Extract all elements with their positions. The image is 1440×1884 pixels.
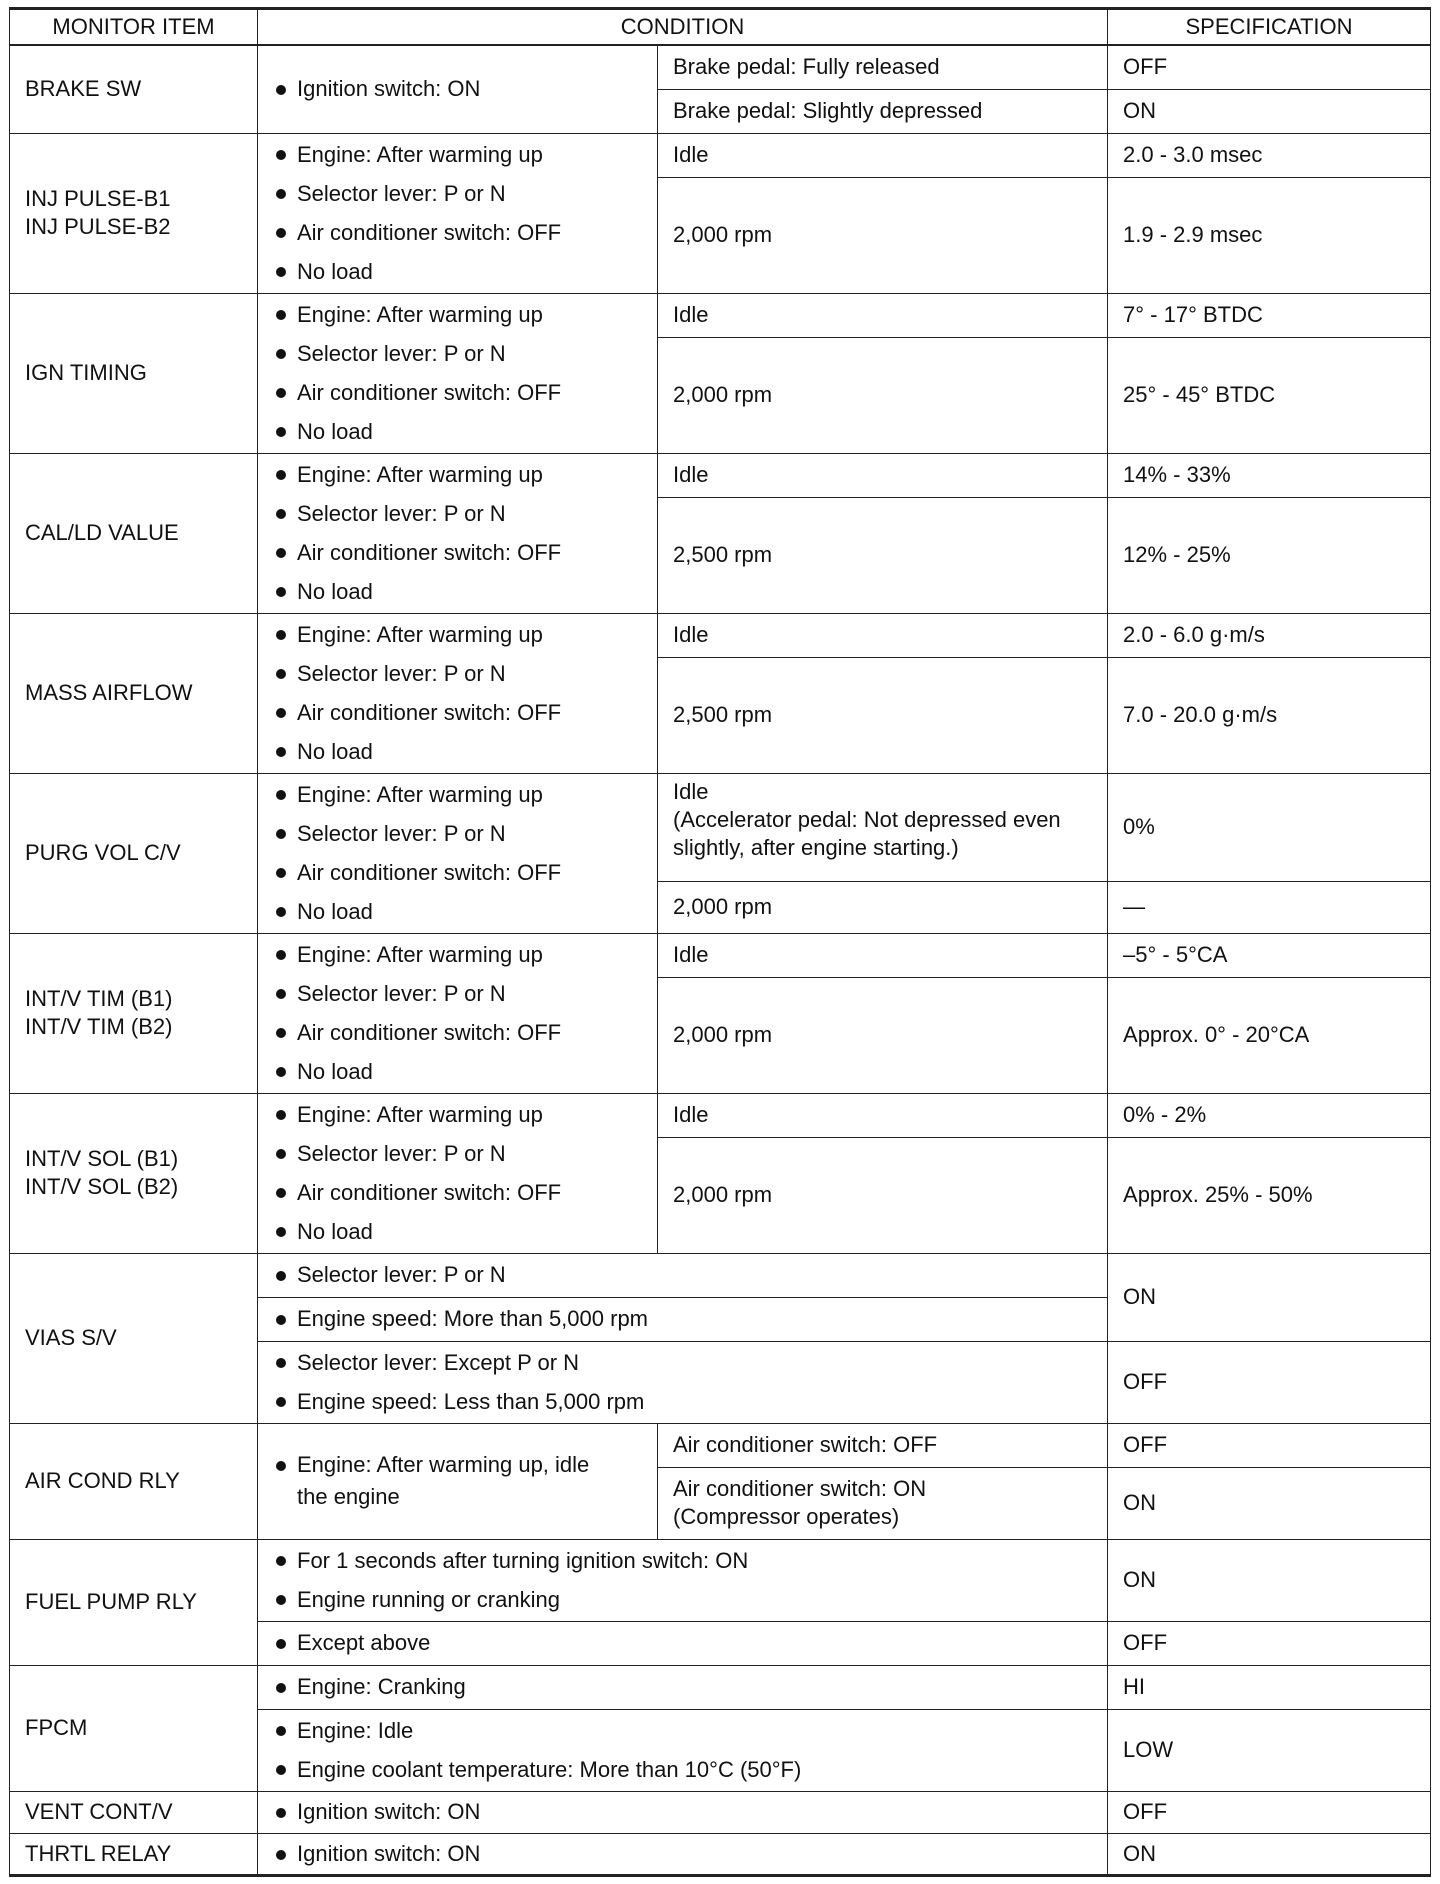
condition-bullet: Air conditioner switch: OFF: [273, 533, 642, 572]
table-row: [10, 1253, 1431, 1297]
table-row: [10, 1539, 1431, 1621]
condition-bullet: Selector lever: Except P or N: [273, 1343, 1092, 1382]
condition-bullet: Engine: Cranking: [273, 1671, 1092, 1703]
condition-bullet: No load: [273, 1052, 642, 1091]
condition-bullet: Engine: After warming up: [273, 1095, 642, 1134]
header-condition: CONDITION: [258, 9, 1108, 46]
specification: OFF: [1108, 1621, 1431, 1665]
condition: [258, 1253, 1108, 1297]
specification: 14% - 33%: [1108, 453, 1431, 497]
sub-condition-line: slightly, after engine starting.): [673, 834, 959, 860]
table-row: [10, 933, 1431, 977]
specification: 12% - 25%: [1108, 497, 1431, 613]
condition-bullet: Engine: After warming up: [273, 455, 642, 494]
condition-bullet: Air conditioner switch: OFF: [273, 853, 642, 892]
specification: ON: [1108, 1253, 1431, 1341]
specification: 7.0 - 20.0 g·m/s: [1108, 657, 1431, 773]
condition-bullet: Engine: After warming up: [273, 775, 642, 814]
condition-bullet: Ignition switch: ON: [273, 1796, 1092, 1828]
monitor-item: MASS AIRFLOW: [10, 613, 258, 773]
monitor-item: THRTL RELAY: [10, 1833, 258, 1875]
condition-bullet: Air conditioner switch: OFF: [273, 213, 642, 252]
condition: [258, 1709, 1108, 1791]
specification: 1.9 - 2.9 msec: [1108, 177, 1431, 293]
table-row: [10, 1423, 1431, 1467]
table-row: [10, 45, 1431, 89]
condition: [258, 1341, 1108, 1423]
sub-condition: 2,000 rpm: [658, 177, 1108, 293]
sub-condition: Brake pedal: Fully released: [658, 45, 1108, 89]
condition-bullet: Engine: After warming up: [273, 135, 642, 174]
condition: [258, 453, 658, 613]
specification: 2.0 - 3.0 msec: [1108, 133, 1431, 177]
specification: OFF: [1108, 1791, 1431, 1833]
condition-bullet: Engine speed: More than 5,000 rpm: [273, 1303, 1092, 1335]
sub-condition: 2,000 rpm: [658, 881, 1108, 933]
specification: OFF: [1108, 1423, 1431, 1467]
table-row: [10, 1791, 1431, 1833]
condition-bullet: [273, 1449, 642, 1513]
condition: [258, 1621, 1108, 1665]
condition-bullet: Selector lever: P or N: [273, 494, 642, 533]
monitor-item: AIR COND RLY: [10, 1423, 258, 1539]
condition-bullet: Engine: After warming up: [273, 935, 642, 974]
monitor-item: VENT CONT/V: [10, 1791, 258, 1833]
condition-bullet: Air conditioner switch: OFF: [273, 373, 642, 412]
condition-bullet: Engine speed: Less than 5,000 rpm: [273, 1382, 1092, 1421]
monitor-item-line: INT/V TIM (B1): [25, 986, 173, 1011]
specification: LOW: [1108, 1709, 1431, 1791]
monitor-item-line: INT/V TIM (B2): [25, 1014, 173, 1039]
spec-table: [9, 7, 1431, 1877]
sub-condition: Air conditioner switch: OFF: [658, 1423, 1108, 1467]
table-row: [10, 773, 1431, 881]
condition-bullet: Selector lever: P or N: [273, 814, 642, 853]
monitor-item: FUEL PUMP RLY: [10, 1539, 258, 1665]
sub-condition: 2,500 rpm: [658, 497, 1108, 613]
sub-condition: Brake pedal: Slightly depressed: [658, 89, 1108, 133]
monitor-item-line: INT/V SOL (B2): [25, 1174, 179, 1199]
monitor-item: PURG VOL C/V: [10, 773, 258, 933]
monitor-item: CAL/LD VALUE: [10, 453, 258, 613]
monitor-item: [10, 133, 258, 293]
condition: [258, 45, 658, 133]
table-row: [10, 1833, 1431, 1875]
specification: OFF: [1108, 45, 1431, 89]
condition: [258, 1093, 658, 1253]
sub-condition: [658, 1467, 1108, 1539]
condition-bullet: Engine: After warming up: [273, 615, 642, 654]
specification: OFF: [1108, 1341, 1431, 1423]
sub-condition: Idle: [658, 933, 1108, 977]
specification: Approx. 0° - 20°CA: [1108, 977, 1431, 1093]
condition-bullet: No load: [273, 412, 642, 451]
header-row: [10, 9, 1431, 46]
table-row: [10, 1093, 1431, 1137]
specification: 2.0 - 6.0 g·m/s: [1108, 613, 1431, 657]
sub-condition: Idle: [658, 293, 1108, 337]
specification: 7° - 17° BTDC: [1108, 293, 1431, 337]
condition-bullet: Air conditioner switch: OFF: [273, 1173, 642, 1212]
sub-condition: Idle: [658, 1093, 1108, 1137]
sub-condition: 2,000 rpm: [658, 977, 1108, 1093]
condition: [258, 133, 658, 293]
specification: 0% - 2%: [1108, 1093, 1431, 1137]
table-row: [10, 453, 1431, 497]
sub-condition-line: Idle: [673, 778, 709, 804]
condition-bullet: No load: [273, 892, 642, 931]
condition-bullet: No load: [273, 1212, 642, 1251]
condition: [258, 1791, 1108, 1833]
condition-bullet: Engine: After warming up: [273, 295, 642, 334]
monitor-item-line: INJ PULSE-B2: [25, 214, 171, 239]
specification: –5° - 5°CA: [1108, 933, 1431, 977]
specification: ON: [1108, 89, 1431, 133]
condition-line: the engine: [297, 1484, 400, 1509]
monitor-item: FPCM: [10, 1665, 258, 1791]
header-specification: SPECIFICATION: [1108, 9, 1431, 46]
sub-condition: 2,000 rpm: [658, 1137, 1108, 1253]
table-row: [10, 613, 1431, 657]
specification: ON: [1108, 1467, 1431, 1539]
condition-bullet: Selector lever: P or N: [273, 1134, 642, 1173]
specification: 25° - 45° BTDC: [1108, 337, 1431, 453]
sub-condition: Idle: [658, 133, 1108, 177]
condition: [258, 613, 658, 773]
specification: ON: [1108, 1833, 1431, 1875]
condition: [258, 933, 658, 1093]
condition: [258, 773, 658, 933]
specification: —: [1108, 881, 1431, 933]
condition-bullet: No load: [273, 252, 642, 291]
monitor-item: [10, 933, 258, 1093]
specification: Approx. 25% - 50%: [1108, 1137, 1431, 1253]
specification: ON: [1108, 1539, 1431, 1621]
monitor-item-line: INJ PULSE-B1: [25, 186, 171, 211]
table-row: [10, 133, 1431, 177]
condition: [258, 1833, 1108, 1875]
condition-bullet: Engine coolant temperature: More than 10°C (50°F): [273, 1750, 1092, 1789]
specification: 0%: [1108, 773, 1431, 881]
condition-bullet: Selector lever: P or N: [273, 334, 642, 373]
sub-condition: Idle: [658, 613, 1108, 657]
table-row: [10, 1665, 1431, 1709]
header-monitor-item: MONITOR ITEM: [10, 9, 258, 46]
condition-bullet: Engine running or cranking: [273, 1580, 1092, 1619]
condition-bullet: Air conditioner switch: OFF: [273, 1013, 642, 1052]
condition-bullet: Selector lever: P or N: [273, 1259, 1092, 1291]
condition-bullet: Except above: [273, 1627, 1092, 1659]
monitor-item: [10, 1093, 258, 1253]
condition-bullet: No load: [273, 732, 642, 771]
condition-bullet: Selector lever: P or N: [273, 654, 642, 693]
condition: [258, 1423, 658, 1539]
monitor-item: VIAS S/V: [10, 1253, 258, 1423]
sub-condition: 2,500 rpm: [658, 657, 1108, 773]
sub-condition: [658, 773, 1108, 881]
monitor-item: BRAKE SW: [10, 45, 258, 133]
condition: [258, 1539, 1108, 1621]
monitor-item-line: INT/V SOL (B1): [25, 1146, 179, 1171]
condition: [258, 293, 658, 453]
condition-bullet: For 1 seconds after turning ignition switch: ON: [273, 1541, 1092, 1580]
condition-line: Engine: After warming up, idle: [297, 1452, 590, 1477]
sub-condition-line: (Compressor operates): [673, 1504, 900, 1529]
monitor-item: IGN TIMING: [10, 293, 258, 453]
condition-bullet: Ignition switch: ON: [273, 73, 642, 105]
condition: [258, 1297, 1108, 1341]
condition-bullet: Selector lever: P or N: [273, 174, 642, 213]
sub-condition: Idle: [658, 453, 1108, 497]
condition-bullet: Selector lever: P or N: [273, 974, 642, 1013]
condition-bullet: Air conditioner switch: OFF: [273, 693, 642, 732]
condition-bullet: Ignition switch: ON: [273, 1838, 1092, 1870]
sub-condition-line: Air conditioner switch: ON: [673, 1476, 927, 1501]
condition: [258, 1665, 1108, 1709]
condition-bullet: No load: [273, 572, 642, 611]
condition-bullet: Engine: Idle: [273, 1711, 1092, 1750]
sub-condition: 2,000 rpm: [658, 337, 1108, 453]
specification: HI: [1108, 1665, 1431, 1709]
table-row: [10, 293, 1431, 337]
sub-condition-line: (Accelerator pedal: Not depressed even: [673, 806, 1061, 832]
